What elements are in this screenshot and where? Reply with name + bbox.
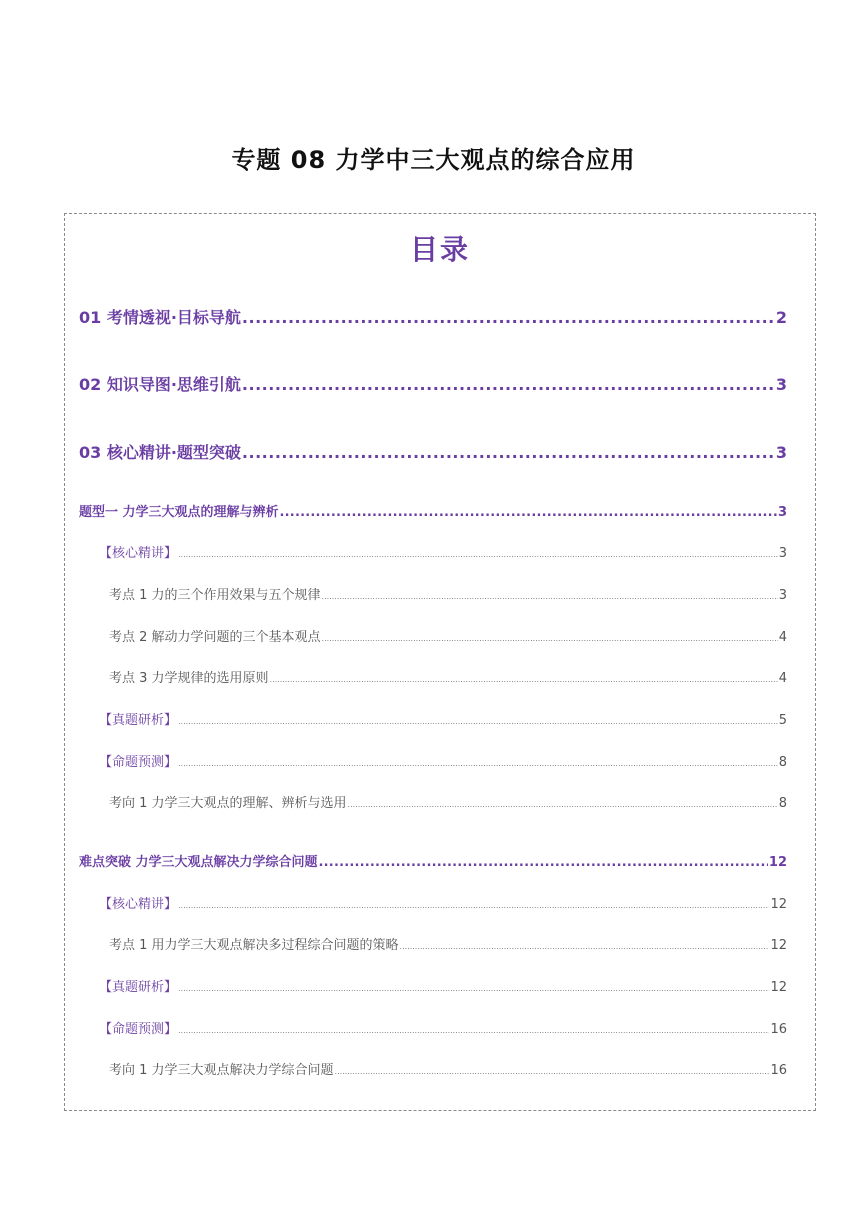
- document-title: 专题 08 力学中三大观点的综合应用: [231, 146, 636, 174]
- toc-entry-overview[interactable]: [79, 308, 787, 328]
- toc-entry-direction-1b[interactable]: [109, 1061, 787, 1082]
- toc-page-number: 4: [778, 630, 787, 645]
- toc-entry-label: 03 核心精讲·题型突破: [79, 443, 241, 462]
- dot-leader: [319, 853, 768, 873]
- dot-leader: [335, 1061, 770, 1082]
- toc-entry-label: 考向 1 力学三大观点的理解、辨析与选用: [109, 796, 347, 811]
- toc-entry-label: 【命题预测】: [99, 1022, 178, 1037]
- toc-entry-label: 考点 3 力学规律的选用原则: [109, 671, 269, 686]
- dot-leader: [178, 978, 769, 999]
- dot-leader: [178, 895, 769, 916]
- toc-entry-label: 【真题研析】: [99, 980, 178, 995]
- toc-entry-point-3[interactable]: [109, 669, 787, 690]
- toc-entry-point-1b[interactable]: [109, 936, 787, 957]
- toc-page-number: 8: [778, 755, 787, 770]
- toc-page-number: 12: [770, 980, 787, 995]
- toc-heading: 目录: [409, 233, 470, 266]
- toc-entry-prediction[interactable]: [99, 753, 787, 774]
- dot-leader: [322, 628, 778, 649]
- toc-page-number: 2: [775, 308, 787, 327]
- toc-entry-label: 考点 1 用力学三大观点解决多过程综合问题的策略: [109, 938, 399, 953]
- toc-entry-label: 题型一 力学三大观点的理解与辨析: [79, 505, 279, 520]
- toc-page-number: 3: [777, 505, 787, 520]
- toc-entry-prediction-2[interactable]: [99, 1020, 787, 1041]
- dot-leader: [242, 308, 775, 328]
- toc-page-number: 12: [770, 938, 787, 953]
- toc-page-number: 3: [775, 443, 787, 462]
- toc-entry-label: 【核心精讲】: [99, 546, 178, 561]
- toc-entry-real-exam[interactable]: [99, 711, 787, 732]
- dot-leader: [178, 711, 778, 732]
- toc-entry-label: 考点 2 解动力学问题的三个基本观点: [109, 630, 321, 645]
- dot-leader: [270, 669, 778, 690]
- toc-entry-real-exam-2[interactable]: [99, 978, 787, 999]
- toc-entry-label: 难点突破 力学三大观点解决力学综合问题: [79, 855, 318, 870]
- table-of-contents: [64, 213, 816, 1111]
- dot-leader: [348, 794, 778, 815]
- toc-page-number: 8: [778, 796, 787, 811]
- toc-page-number: 12: [770, 897, 787, 912]
- toc-page-number: 3: [775, 375, 787, 394]
- toc-page-number: 3: [778, 546, 787, 561]
- dot-leader: [242, 375, 775, 395]
- toc-entry-label: 02 知识导图·思维引航: [79, 375, 241, 394]
- toc-entry-label: 【命题预测】: [99, 755, 178, 770]
- toc-entry-core-lecture[interactable]: [99, 544, 787, 565]
- toc-entry-difficulty[interactable]: [79, 853, 787, 873]
- toc-page-number: 3: [778, 588, 787, 603]
- toc-entry-label: 【核心精讲】: [99, 897, 178, 912]
- toc-entry-core[interactable]: [79, 443, 787, 463]
- dot-leader: [400, 936, 770, 957]
- dot-leader: [280, 503, 777, 523]
- toc-page-number: 5: [778, 713, 787, 728]
- toc-entry-label: 考向 1 力学三大观点解决力学综合问题: [109, 1063, 334, 1078]
- dot-leader: [178, 1020, 769, 1041]
- toc-entry-direction-1[interactable]: [109, 794, 787, 815]
- dot-leader: [322, 586, 778, 607]
- toc-page-number: 4: [778, 671, 787, 686]
- toc-page-number: 16: [770, 1022, 787, 1037]
- toc-entry-point-1[interactable]: [109, 586, 787, 607]
- toc-entry-label: 考点 1 力的三个作用效果与五个规律: [109, 588, 321, 603]
- toc-entry-type-1[interactable]: [79, 503, 787, 523]
- toc-entry-label: 【真题研析】: [99, 713, 178, 728]
- dot-leader: [178, 753, 778, 774]
- toc-page-number: 12: [768, 855, 787, 870]
- toc-page-number: 16: [770, 1063, 787, 1078]
- toc-entry-point-2[interactable]: [109, 628, 787, 649]
- toc-entry-mindmap[interactable]: [79, 375, 787, 395]
- dot-leader: [178, 544, 778, 565]
- toc-entry-core-lecture-2[interactable]: [99, 895, 787, 916]
- dot-leader: [242, 443, 775, 463]
- toc-entry-label: 01 考情透视·目标导航: [79, 308, 241, 327]
